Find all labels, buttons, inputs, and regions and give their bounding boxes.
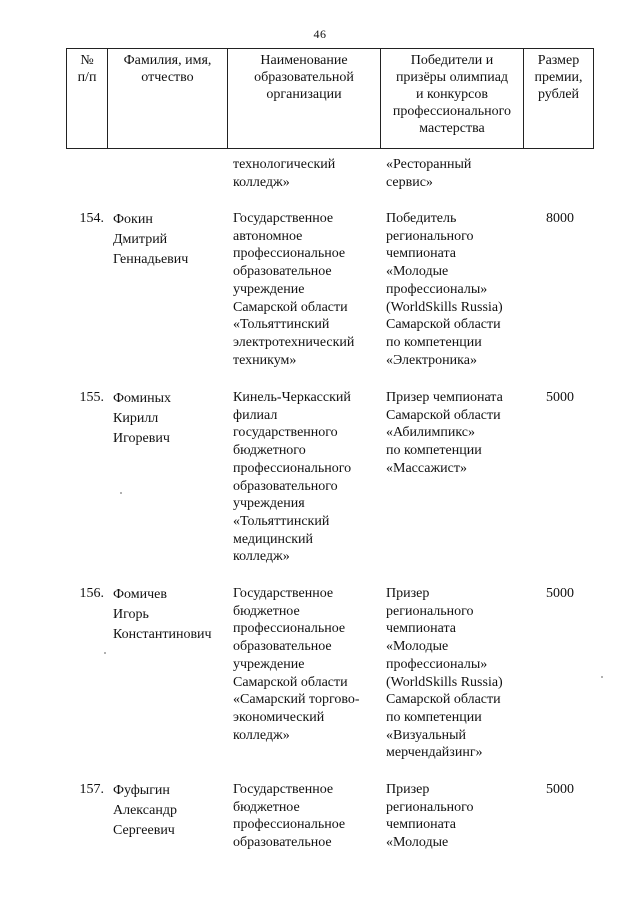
header-achievement: Победители и призёры олимпиад и конкурсов профессионального мастерства <box>381 49 524 149</box>
header-organization: Наименование образовательной организации <box>228 49 381 149</box>
row-full-name: Фомичев Игорь Константинович <box>113 587 212 642</box>
scan-speck <box>601 676 603 678</box>
header-prize: Размер премии, рублей <box>524 49 594 149</box>
scan-speck <box>120 492 122 494</box>
row-organization: Кинель-Черкасский филиал государственного бюджетного профессионального образовательного учреждения «Тольяттинский медицинский колледж» <box>233 390 352 565</box>
row-achievement: Призер регионального чемпионата «Молодые <box>386 782 474 851</box>
scan-speck <box>104 652 106 654</box>
row-number: 155. <box>79 390 104 405</box>
row-number: 157. <box>79 782 104 797</box>
row-organization: Государственное автономное профессиональное образовательное учреждение Самарской области «Тольяттинский электротехнический техникум» <box>233 211 355 368</box>
table-header <box>66 48 594 149</box>
row-full-name: Фокин Дмитрий Геннадьевич <box>113 212 189 267</box>
row-number: 154. <box>79 211 104 226</box>
row-achievement: Победитель регионального чемпионата «Молодые профессионалы» (WorldSkills Russia) Самарской области по компетенции «Электроника» <box>386 211 503 368</box>
row-prize: 5000 <box>546 390 574 405</box>
continuation-organization: технологический колледж» <box>233 157 336 190</box>
row-organization: Государственное бюджетное профессиональное образовательное <box>233 782 346 851</box>
continuation-achievement: «Ресторанный сервис» <box>386 157 472 190</box>
row-prize: 5000 <box>546 586 574 601</box>
row-achievement: Призер регионального чемпионата «Молодые профессионалы» (WorldSkills Russia) Самарской области по компетенции «Визуальный мерчендайзинг» <box>386 586 503 761</box>
row-prize: 8000 <box>546 211 574 226</box>
header-full-name: Фамилия, имя, отчество <box>108 49 228 149</box>
row-organization: Государственное бюджетное профессиональное образовательное учреждение Самарской области «Самарский торгово- экономический колледж» <box>233 586 360 743</box>
row-full-name: Фоминых Кирилл Игоревич <box>113 391 172 446</box>
page-number: 46 <box>313 27 327 41</box>
header-row <box>67 49 594 149</box>
row-number: 156. <box>79 586 104 601</box>
row-prize: 5000 <box>546 782 574 797</box>
row-full-name: Фуфыгин Александр Сергеевич <box>113 783 177 838</box>
row-achievement: Призер чемпионата Самарской области «Абилимпикс» по компетенции «Массажист» <box>386 390 503 476</box>
header-number: № п/п <box>67 49 108 149</box>
